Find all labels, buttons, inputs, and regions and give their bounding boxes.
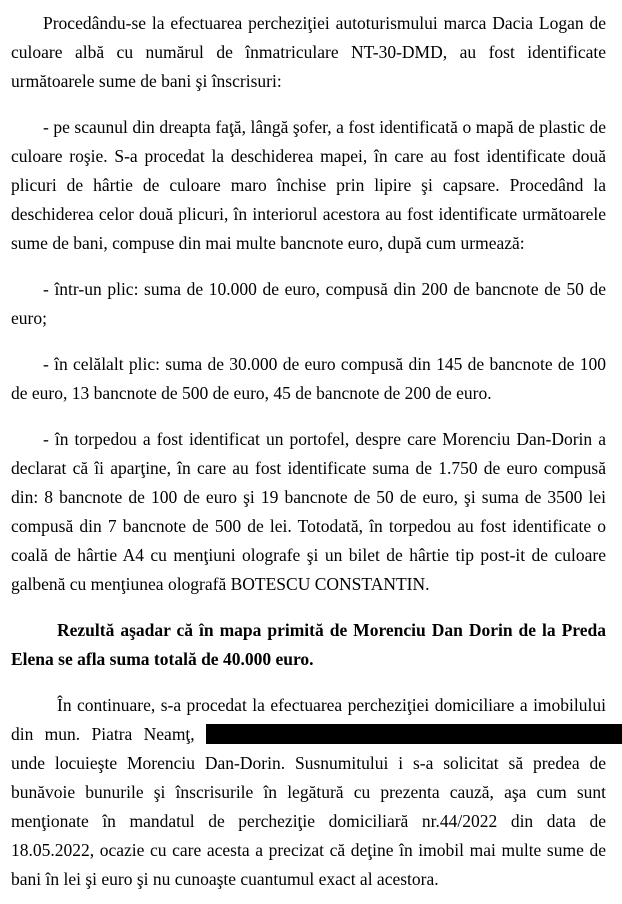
home-search-text-before-redaction: În continuare, s-a procedat la efectuarea percheziţiei domiciliare a imobilului din mun. Piatra Neamţ, xyxy=(11,695,606,744)
paragraph-home-search xyxy=(11,691,606,894)
paragraph-envelope-one: - într-un plic: suma de 10.000 de euro, compusă din 200 de bancnote de 50 de euro; xyxy=(11,279,606,328)
paragraph-envelope-two: - în celălalt plic: suma de 30.000 de euro compusă din 145 de bancnote de 100 de euro, 13 bancnote de 500 de euro, 45 de bancnote de 200 de euro. xyxy=(11,354,606,403)
paragraph-red-folder-envelopes: - pe scaunul din dreapta faţă, lângă şofer, a fost identificată o mapă de plastic de culoare roşie. S-a procedat la deschiderea mapei, în care au fost identificate două plicuri de hârtie de culoare maro închise prin lipire şi capsare. Procedând la deschiderea celor două plicuri, în interiorul acestora au fost identificate următoarele sume de bani, compuse din mai multe bancnote euro, după cum urmează: xyxy=(11,117,606,253)
paragraph-glovebox-wallet: - în torpedou a fost identificat un portofel, despre care Morenciu Dan-Dorin a declarat că îi aparţine, în care au fost identificate suma de 1.750 de euro compusă din: 8 bancnote de 100 de euro şi 19 bancnote de 50 de euro, şi suma de 3500 lei compusă din 7 bancnote de 500 de lei. Totodată, în torpedou au fost identificate o coală de hârtie A4 cu menţiuni olografe şi un bilet de hârtie tip post-it de culoare galbenă cu menţiunea olografă BOTESCU CONSTANTIN. xyxy=(11,429,606,594)
home-search-text-after-redaction: unde locuieşte Morenciu Dan-Dorin. Susnumitului i s-a solicitat să predea de bunăvoie bunurile şi înscrisurile în legătură cu prezenta cauză, aşa cum sunt menţionate în mandatul de percheziţie domiciliară nr.44/2022 din data de 18.05.2022, ocazie cu care acesta a precizat că deţine în imobil mai multe sume de bani în lei şi euro şi nu cunoaşte cuantumul exact al acestora. xyxy=(11,753,606,889)
paragraph-conclusion-total: Rezultă aşadar că în mapa primită de Morenciu Dan Dorin de la Preda Elena se afla suma totală de 40.000 euro. xyxy=(11,620,606,669)
redaction-bar xyxy=(206,724,622,744)
paragraph-car-search-intro: Procedându-se la efectuarea percheziţiei autoturismului marca Dacia Logan de culoare albă cu numărul de înmatriculare NT-30-DMD, au fost identificate următoarele sume de bani şi înscrisuri: xyxy=(11,13,606,91)
